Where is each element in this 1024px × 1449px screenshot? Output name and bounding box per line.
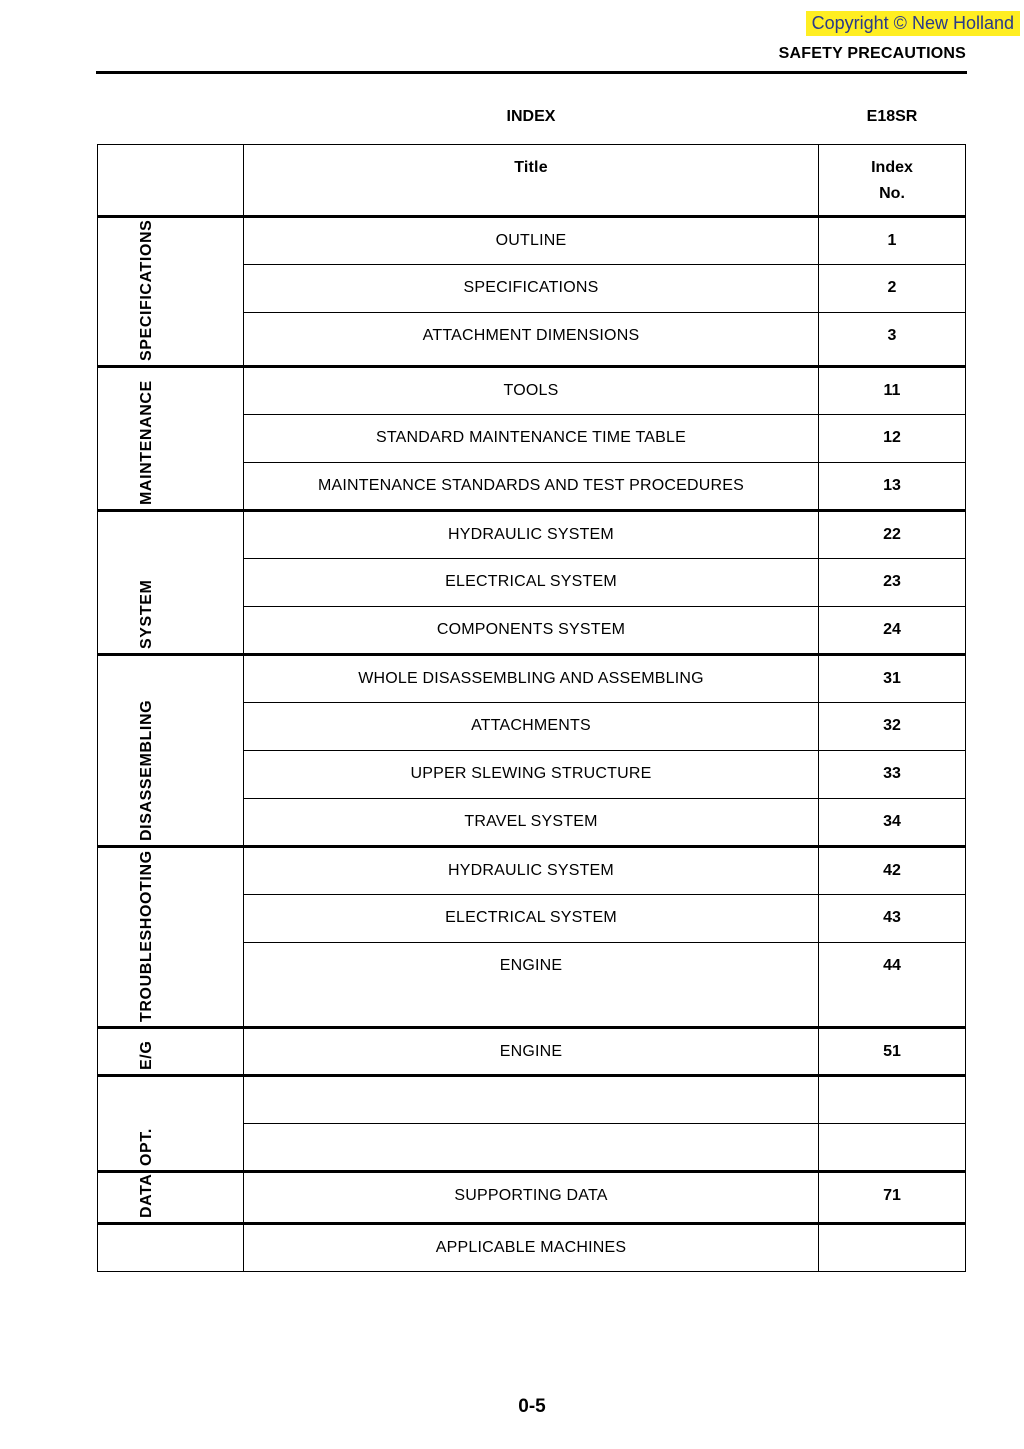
row-title: ATTACHMENTS bbox=[244, 703, 819, 751]
row-index-number: 32 bbox=[819, 703, 966, 751]
category-label: E/G bbox=[138, 1040, 155, 1070]
section-title: SAFETY PRECAUTIONS bbox=[778, 45, 966, 62]
page-number: 0-5 bbox=[518, 1396, 546, 1417]
row-index-number: 51 bbox=[819, 1028, 966, 1076]
copyright-badge: Copyright © New Holland bbox=[806, 11, 1020, 36]
row-index-number: 23 bbox=[819, 559, 966, 607]
row-index-number: 44 bbox=[819, 943, 966, 1028]
table-row bbox=[98, 1028, 966, 1076]
row-index-number bbox=[819, 1076, 966, 1124]
table-row bbox=[98, 655, 966, 703]
row-title: OUTLINE bbox=[244, 217, 819, 265]
row-index-number: 2 bbox=[819, 265, 966, 313]
row-title: ELECTRICAL SYSTEM bbox=[244, 559, 819, 607]
row-index-number: 31 bbox=[819, 655, 966, 703]
table-header-row bbox=[98, 145, 966, 217]
row-title: APPLICABLE MACHINES bbox=[244, 1224, 819, 1272]
row-index-number: 13 bbox=[819, 463, 966, 511]
row-index-number: 11 bbox=[819, 367, 966, 415]
row-title: TOOLS bbox=[244, 367, 819, 415]
index-no-header-line2: No. bbox=[879, 185, 905, 202]
index-no-header-line1: Index bbox=[871, 159, 913, 176]
row-index-number: 33 bbox=[819, 751, 966, 799]
index-table bbox=[97, 144, 966, 1272]
row-index-number bbox=[819, 1124, 966, 1172]
row-title: WHOLE DISASSEMBLING AND ASSEMBLING bbox=[244, 655, 819, 703]
row-title: HYDRAULIC SYSTEM bbox=[244, 511, 819, 559]
title-header: Title bbox=[244, 145, 819, 217]
row-title: MAINTENANCE STANDARDS AND TEST PROCEDURES bbox=[244, 463, 819, 511]
category-cell bbox=[98, 1028, 244, 1076]
row-title: ENGINE bbox=[244, 1028, 819, 1076]
row-title: ELECTRICAL SYSTEM bbox=[244, 895, 819, 943]
category-header-cell bbox=[98, 145, 244, 217]
row-title: ATTACHMENT DIMENSIONS bbox=[244, 313, 819, 367]
table-row bbox=[98, 1076, 966, 1124]
row-title: COMPONENTS SYSTEM bbox=[244, 607, 819, 655]
model-heading: E18SR bbox=[866, 108, 918, 125]
row-title bbox=[244, 1124, 819, 1172]
category-cell bbox=[98, 367, 244, 511]
category-label: TROUBLESHOOTING bbox=[138, 850, 155, 1022]
category-label: MAINTENANCE bbox=[138, 380, 155, 505]
header-rule bbox=[96, 71, 967, 74]
category-label: OPT. bbox=[138, 1128, 155, 1166]
category-cell bbox=[98, 217, 244, 367]
category-label: SPECIFICATIONS bbox=[138, 219, 155, 361]
row-index-number: 42 bbox=[819, 847, 966, 895]
row-index-number: 34 bbox=[819, 799, 966, 847]
category-cell bbox=[98, 1224, 244, 1272]
index-heading: INDEX bbox=[506, 108, 556, 125]
category-cell bbox=[98, 511, 244, 655]
row-index-number: 22 bbox=[819, 511, 966, 559]
table-row bbox=[98, 1172, 966, 1224]
row-index-number bbox=[819, 1224, 966, 1272]
row-index-number: 1 bbox=[819, 217, 966, 265]
row-title: TRAVEL SYSTEM bbox=[244, 799, 819, 847]
category-cell bbox=[98, 1076, 244, 1172]
row-title: UPPER SLEWING STRUCTURE bbox=[244, 751, 819, 799]
table-row bbox=[98, 1224, 966, 1272]
category-cell bbox=[98, 847, 244, 1028]
row-title bbox=[244, 1076, 819, 1124]
category-label: DISASSEMBLING bbox=[138, 699, 155, 841]
table-row bbox=[98, 847, 966, 895]
row-index-number: 12 bbox=[819, 415, 966, 463]
row-title: ENGINE bbox=[244, 943, 819, 1028]
index-no-header bbox=[819, 145, 966, 217]
category-label: DATA bbox=[138, 1173, 155, 1218]
row-index-number: 71 bbox=[819, 1172, 966, 1224]
table-row bbox=[98, 367, 966, 415]
row-index-number: 3 bbox=[819, 313, 966, 367]
row-index-number: 43 bbox=[819, 895, 966, 943]
row-title: SPECIFICATIONS bbox=[244, 265, 819, 313]
row-title: SUPPORTING DATA bbox=[244, 1172, 819, 1224]
table-row bbox=[98, 511, 966, 559]
category-cell bbox=[98, 655, 244, 847]
category-label: SYSTEM bbox=[138, 579, 155, 649]
table-row bbox=[98, 217, 966, 265]
row-title: HYDRAULIC SYSTEM bbox=[244, 847, 819, 895]
row-title: STANDARD MAINTENANCE TIME TABLE bbox=[244, 415, 819, 463]
category-cell bbox=[98, 1172, 244, 1224]
row-index-number: 24 bbox=[819, 607, 966, 655]
